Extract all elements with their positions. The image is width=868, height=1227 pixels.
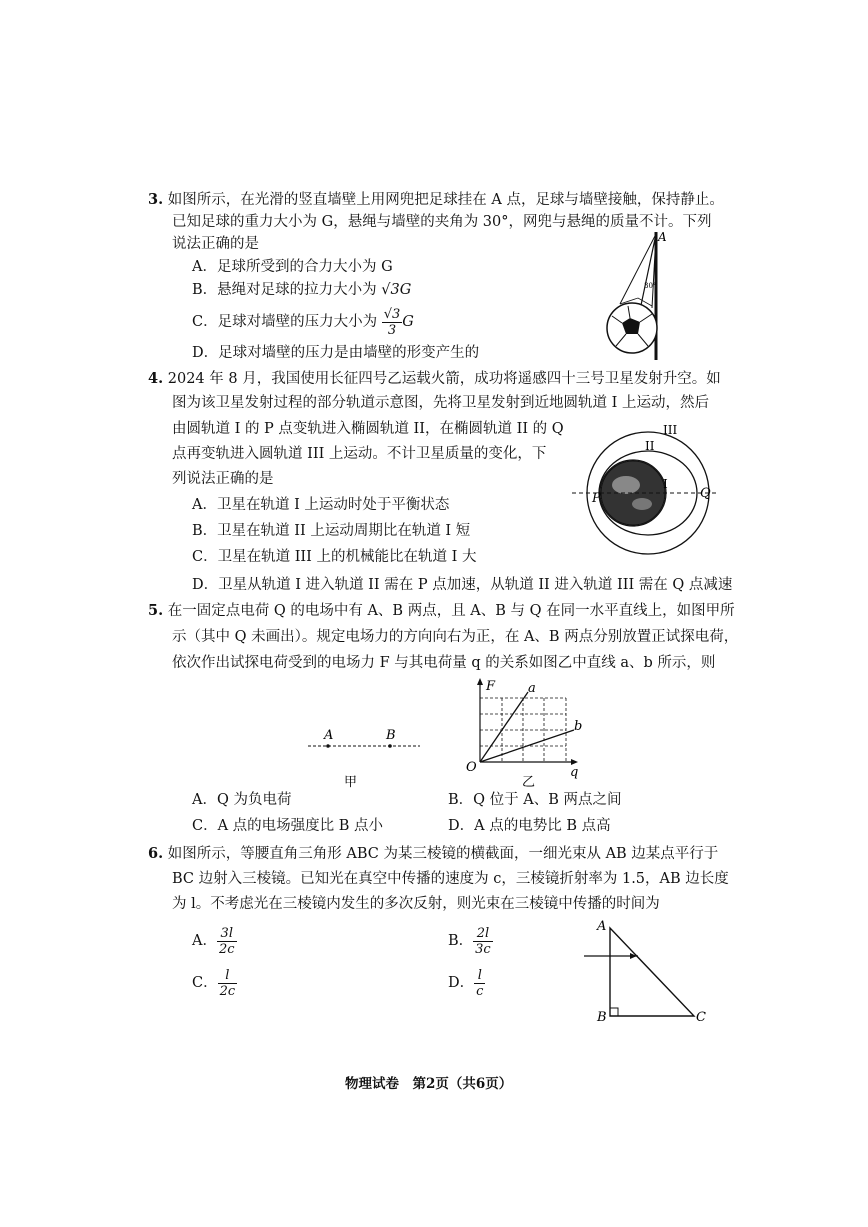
q4-label-II: II	[645, 439, 655, 453]
q5-point-B	[388, 744, 392, 748]
q4-label-I: I	[663, 477, 668, 491]
q4-line1	[148, 369, 721, 389]
q6-text-1: 如图所示，等腰直角三角形 ABC 为某三棱镜的横截面，一细光束从 AB 边某点平行于	[167, 846, 719, 862]
q6-label-B: B	[597, 1010, 607, 1025]
q6-option-b-fraction	[473, 926, 493, 957]
q6-line1	[148, 844, 718, 864]
q5-option-d: D．A 点的电势比 B 点高	[448, 818, 611, 834]
q6-label-C: C	[696, 1010, 706, 1025]
q6-option-d-den: c	[476, 983, 484, 999]
q4-option-d: D．卫星从轨道 I 进入轨道 II 需在 P 点加速，从轨道 II 进入轨道 III 需在 Q 点减速	[192, 577, 733, 593]
q3-line2: 已知足球的重力大小为 G，悬绳与墙壁的夹角为 30°，网兜与悬绳的质量不计。下列	[172, 214, 712, 230]
q3-number: 3.	[148, 191, 164, 208]
q3-option-a: A．足球所受到的合力大小为 G	[192, 259, 393, 275]
q4-line5: 列说法正确的是	[172, 471, 274, 487]
q3-text-1: 如图所示，在光滑的竖直墙壁上用网兜把足球挂在 A 点，足球与墙壁接触，保持静止。	[167, 192, 724, 208]
q4-figure-orbits	[570, 420, 720, 555]
q5-option-c: C．A 点的电场强度比 B 点小	[192, 818, 384, 834]
right-angle-mark	[610, 1008, 618, 1016]
q3-figure-football	[600, 228, 680, 363]
q3-line3: 说法正确的是	[172, 236, 259, 252]
q5-figure-yi	[462, 676, 592, 794]
q3-option-c-fraction	[382, 307, 403, 338]
q4-line2: 图为该卫星发射过程的部分轨道示意图，先将卫星发射到近地圆轨道 I 上运动，然后	[172, 395, 709, 411]
q5-caption-yi: 乙	[522, 775, 536, 790]
q4-number: 4.	[148, 370, 164, 387]
q5-label-b: b	[574, 719, 583, 734]
q5-line-b	[480, 730, 574, 762]
q4-text-1: 2024 年 8 月，我国使用长征四号乙运载火箭，成功将遥感四十三号卫星发射升空。如	[167, 371, 721, 387]
q3-option-c-numerator: √3	[383, 306, 401, 322]
q4-label-III: III	[663, 423, 678, 437]
q5-label-A: A	[324, 728, 334, 743]
q6-option-b-num: 2l	[473, 926, 493, 942]
q6-option-a	[192, 922, 237, 960]
q3-option-b-text: B．悬绳对足球的拉力大小为	[192, 282, 382, 298]
q6-option-d-num: l	[474, 968, 485, 984]
q5-label-B: B	[386, 728, 396, 743]
q5-caption-jia: 甲	[344, 775, 358, 790]
q5-option-b: B．Q 位于 A、B 两点之间	[448, 792, 622, 808]
q6-option-a-num: 3l	[217, 926, 237, 942]
q6-line2: BC 边射入三棱镜。已知光在真空中传播的速度为 c，三棱镜折射率为 1.5，AB 边长度	[172, 871, 729, 887]
q4-label-Q: Q	[700, 486, 711, 501]
q6-option-c-num: l	[218, 968, 238, 984]
q4-option-b: B．卫星在轨道 II 上运动周期比在轨道 I 短	[192, 523, 471, 539]
q5-figure-jia	[300, 720, 430, 795]
q5-number: 5.	[148, 602, 164, 619]
q6-figure-prism	[580, 918, 710, 1028]
q6-option-a-den: 2c	[218, 941, 235, 957]
q3-option-d: D．足球对墙壁的压力是由墙壁的形变产生的	[192, 345, 480, 361]
q6-label-A: A	[597, 919, 607, 934]
q6-option-a-label: A．	[192, 933, 217, 949]
q6-option-c-fraction	[218, 968, 238, 999]
q4-label-P: P	[592, 491, 601, 506]
q3-option-b	[192, 280, 411, 300]
q6-option-c-label: C．	[192, 975, 218, 991]
q4-option-c: C．卫星在轨道 III 上的机械能比在轨道 I 大	[192, 549, 477, 565]
q3-line1	[148, 190, 724, 210]
q5-option-a: A．Q 为负电荷	[192, 792, 292, 808]
q4-option-a: A．卫星在轨道 I 上运动时处于平衡状态	[192, 497, 450, 513]
q5-label-q: q	[570, 765, 579, 780]
q6-line3: 为 l。不考虑光在三棱镜内发生的多次反射，则光束在三棱镜中传播的时间为	[172, 896, 660, 912]
q5-grid	[480, 698, 566, 762]
q6-option-c-den: 2c	[219, 983, 236, 999]
q5-line1	[148, 601, 735, 621]
q5-text-1: 在一固定点电荷 Q 的电场中有 A、B 两点，且 A、B 与 Q 在同一水平直线上，如图甲所	[167, 603, 735, 619]
q6-option-d-label: D．	[448, 975, 475, 991]
q5-label-O: O	[466, 760, 477, 775]
page-footer: 物理试卷 第2页（共6页）	[345, 1076, 513, 1092]
q5-line3: 依次作出试探电荷受到的电场力 F 与其电荷量 q 的关系如图乙中直线 a、b 所示，则	[172, 655, 716, 671]
q6-option-b-label: B．	[448, 933, 474, 949]
q5-label-a: a	[528, 681, 536, 696]
q6-option-b-den: 3c	[475, 941, 491, 957]
q3-angle-label: 30°	[644, 282, 657, 290]
q3-option-c	[192, 304, 414, 340]
q5-line2: 示（其中 Q 未画出）。规定电场力的方向向右为正，在 A、B 两点分别放置正试探电荷，	[172, 629, 739, 645]
q3-option-c-denominator: 3	[387, 322, 397, 338]
q3-option-b-value: √3G	[381, 282, 412, 298]
q6-option-c	[192, 964, 237, 1002]
q3-label-A: A	[658, 230, 667, 244]
q5-point-A	[326, 744, 330, 748]
q3-option-c-unit: G	[402, 314, 414, 330]
q5-label-F: F	[486, 679, 496, 694]
q4-line4: 点再变轨进入圆轨道 III 上运动。不计卫星质量的变化，下	[172, 446, 547, 462]
q6-option-d-fraction	[474, 968, 485, 999]
q6-option-a-fraction	[217, 926, 237, 957]
prism-triangle	[610, 928, 694, 1016]
q6-option-d	[448, 964, 485, 1002]
q3-option-c-text: C．足球对墙壁的压力大小为	[192, 314, 382, 330]
light-ray-arrow-icon	[630, 953, 637, 959]
q6-option-b	[448, 922, 493, 960]
q5-line-a	[480, 692, 528, 762]
q6-number: 6.	[148, 845, 164, 862]
q4-line3: 由圆轨道 I 的 P 点变轨进入椭圆轨道 II，在椭圆轨道 II 的 Q	[172, 421, 564, 437]
